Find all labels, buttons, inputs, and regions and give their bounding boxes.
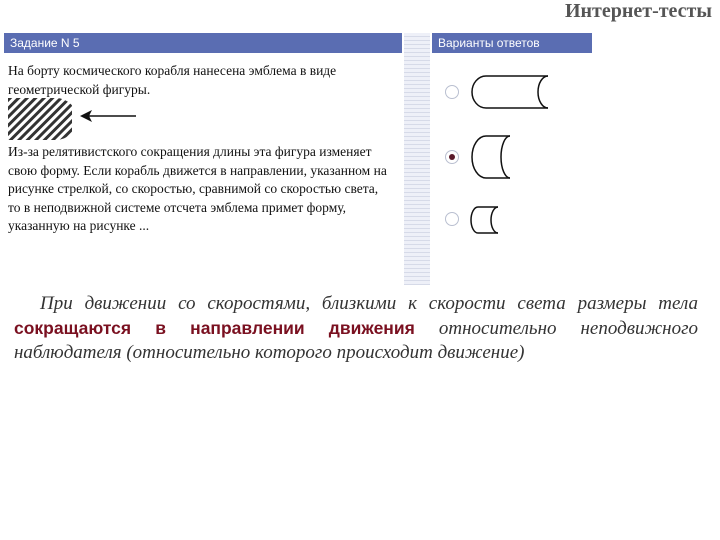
- panel-divider-scrollbar[interactable]: [404, 33, 430, 285]
- narrow-cylinder-shape-icon[interactable]: [470, 134, 520, 180]
- explanation-emphasis: сокращаются в направлении движения: [14, 318, 415, 338]
- explanation-paragraph: [14, 292, 698, 365]
- wide-cylinder-shape-icon[interactable]: [470, 74, 556, 110]
- direction-arrow-icon: [78, 108, 138, 124]
- task-text-question: Из-за релятивистского сокращения длины эта фигура изменяет свою форму. Если корабль движется в направлении, указанном на рисунке стрелкой, со скоростью, сравнимой со скоростью света, то в неподвижной системе отсчета эмблема примет форму, указанную на рисунке ...: [8, 144, 387, 233]
- task-text-intro: На борту космического корабля нанесена эмблема в виде геометрической фигуры.: [8, 63, 337, 97]
- answers-panel-header: Варианты ответов: [432, 33, 592, 53]
- explanation-text-start: При движении со скоростями, близкими к скорости света размеры тела: [40, 293, 698, 314]
- hatched-circle-emblem: [8, 98, 72, 140]
- explanation-text-end: относительно неподвижного наблюдателя (относительно которого происходит движение): [14, 318, 698, 363]
- task-panel-header: Задание N 5: [4, 33, 402, 53]
- answer-option-2-radio[interactable]: [445, 150, 459, 164]
- small-cylinder-shape-icon[interactable]: [470, 205, 506, 235]
- page-header-title: Интернет-тесты: [564, 0, 712, 22]
- answer-option-1-radio[interactable]: [445, 85, 459, 99]
- answer-option-3-radio[interactable]: [445, 212, 459, 226]
